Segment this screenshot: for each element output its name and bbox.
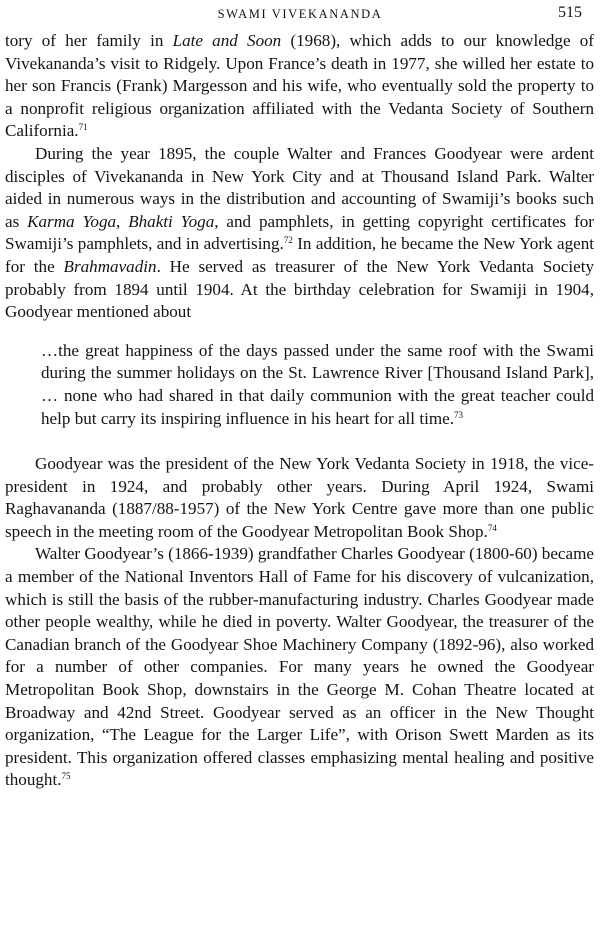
text-run: tory of her family in	[5, 31, 173, 50]
page-body	[5, 30, 594, 792]
text-run: …the great happiness of the days passed under the same roof with the Swami during the summer holidays on the St. Lawrence River [Thousand Island Park], … none who had shared in that daily communion with the great teacher could help but carry its inspiring influence in his heart for all time.	[41, 340, 594, 428]
quote-text	[41, 340, 594, 430]
italic-title: Karma Yoga	[27, 211, 117, 231]
text-run: ,	[116, 211, 129, 231]
paragraph	[5, 543, 594, 792]
page-header	[0, 4, 600, 28]
text-run: , and pamphlets, in getting copyright certificates for Swamiji’s pamphlets, and in advertising.	[5, 211, 594, 254]
text-run: . He served as treasurer of the New York Vedanta Society probably from 1894 until 1904. At the birthday celebration for Swamiji in 1904, Goodyear mentioned about	[5, 256, 594, 322]
paragraph	[5, 143, 594, 324]
paragraph	[5, 30, 594, 143]
text-run: (1968), which adds to our knowledge of Vivekananda’s visit to Ridgely. Upon France’s death in 1977, she willed her estate to her son Francis (Frank) Margesson and his wife, who eventually sold the property to a nonprofit religious organization affiliated with the Vedanta Society of Southern California.	[5, 31, 594, 141]
text-run: Goodyear was the president of the New York Vedanta Society in 1918, the vice-president in 1924, and probably other years. During April 1924, Swami Raghavananda (1887/88-1957) of the New York Centre gave more than one public speech in the meeting room of the Goodyear Metropolitan Book Shop.	[5, 454, 594, 541]
footnote-ref: 71	[78, 122, 88, 133]
text-run: Walter Goodyear’s (1866-1939) grandfather Charles Goodyear (1800-60) became a member of the National Inventors Hall of Fame for his discovery of vulcanization, which is still the basis of the rubber-manufacturing industry. Charles Goodyear made other people wealthy, while he died in poverty. Walter Goodyear, the treasurer of the Canadian branch of the Goodyear Shoe Machinery Company (1892-96), also worked for a number of other companies. For many years he owned the Goodyear Metropolitan Book Shop, downstairs in the George M. Cohan Theatre located at Broadway and 42nd Street. Goodyear served as an officer in the New Thought organization, “The League for the Larger Life”, with Orison Swett Marden as its president. This organization offered classes emphasizing mental healing and positive thought.	[5, 544, 594, 790]
block-quote	[41, 340, 594, 430]
italic-title: Brahmavadin	[63, 256, 157, 276]
footnote-ref: 75	[61, 771, 71, 782]
paragraph	[5, 453, 594, 543]
text-run: During the year 1895, the couple Walter and Frances Goodyear were ardent disciples of Vivekananda in New York City and at Thousand Island Park. Walter aided in numerous ways in the distribution and accounting of Swamiji’s books such as	[5, 143, 594, 231]
italic-title: Bhakti Yoga	[128, 211, 215, 231]
footnote-ref: 73	[454, 409, 463, 420]
page-number: 515	[558, 4, 582, 21]
running-head: SWAMI VIVEKANANDA	[217, 7, 383, 21]
text-run: In addition, he became the New York agent for the	[5, 234, 594, 276]
footnote-ref: 74	[487, 522, 497, 533]
italic-title: Late and Soon	[172, 31, 282, 50]
footnote-ref: 72	[283, 235, 293, 246]
